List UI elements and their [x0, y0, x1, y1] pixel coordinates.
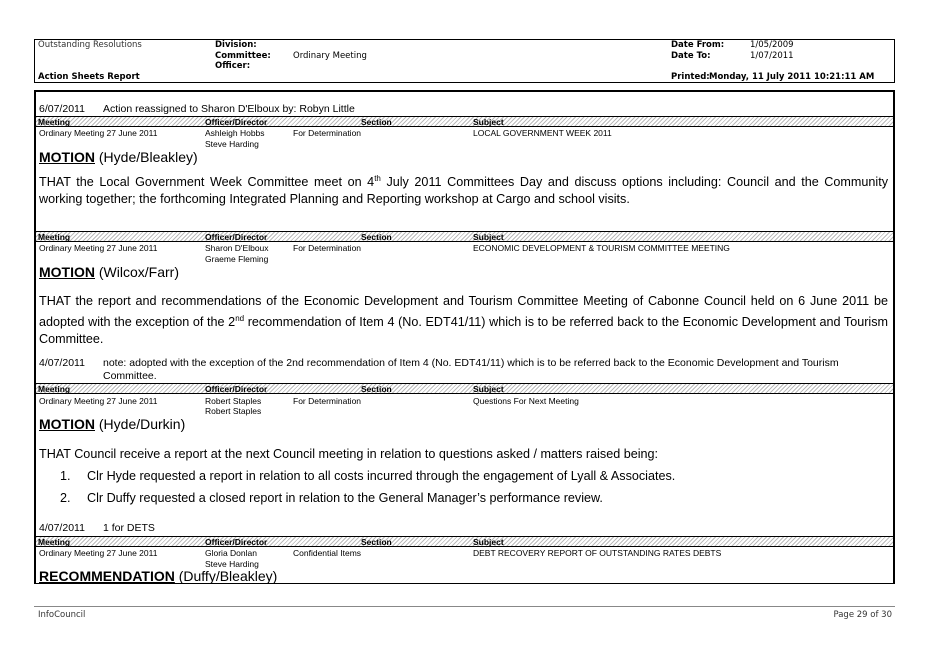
motion-label: MOTION: [39, 149, 95, 165]
date-to-label: Date To:: [671, 51, 711, 61]
item-officer: Gloria Donlan: [205, 548, 257, 558]
item-subject: DEBT RECOVERY REPORT OF OUTSTANDING RATES DEBTS: [473, 548, 722, 558]
motion-movers: (Wilcox/Farr): [98, 264, 179, 280]
motion-text: THAT Council receive a report at the next Council meeting in relation to questions asked / matters raised being:: [39, 447, 659, 461]
officer-label: Officer:: [215, 61, 251, 71]
note-date: 4/07/2011: [39, 522, 85, 534]
note-text-cont: Committee.: [103, 370, 157, 382]
item-officer: Sharon D'Elboux: [205, 243, 269, 253]
col-section-header: Section: [361, 232, 392, 242]
printed-label: Printed:: [671, 72, 710, 82]
note-text: 1 for DETS: [103, 522, 155, 534]
item-subject: ECONOMIC DEVELOPMENT & TOURISM COMMITTEE MEETING: [473, 243, 730, 253]
item-subject: LOCAL GOVERNMENT WEEK 2011: [473, 128, 612, 138]
list-item: 1. Clr Hyde requested a report in relation to all costs incurred through the engagement of Lyall & Associates.: [60, 469, 676, 483]
item-section: For Determination: [293, 128, 362, 138]
recommendation-movers: (Duffy/Bleakley): [178, 568, 278, 584]
date-from-value: 1/05/2009: [750, 40, 794, 50]
item-meeting: Ordinary Meeting 27 June 2011: [39, 396, 158, 406]
col-section-header: Section: [361, 384, 392, 394]
motion-label: MOTION: [39, 416, 95, 432]
motion-heading: [39, 264, 179, 280]
motion-heading: [39, 416, 185, 432]
col-subject-header: Subject: [473, 384, 504, 394]
motion-movers: (Hyde/Durkin): [98, 416, 186, 432]
top-note-date: 6/07/2011: [39, 103, 85, 115]
col-officer-header: Officer/Director: [205, 232, 268, 242]
item-director: Robert Staples: [205, 406, 262, 416]
note-date: 4/07/2011: [39, 357, 85, 369]
item-director: Steve Harding: [205, 559, 259, 569]
item-meeting: Ordinary Meeting 27 June 2011: [39, 128, 158, 138]
motion-text: THAT the report and recommendations of the Economic Development and Tourism Committee Meeting of Cabonne Council held on 6 June 2011 be adopted with the exception of the 2nd recommendation of Item 4 (No. EDT41/11) which is to be referred back to the Economic Development and Tourism Committee.: [39, 294, 888, 347]
motion-label: MOTION: [39, 264, 95, 280]
report-title: Action Sheets Report: [38, 72, 140, 82]
col-subject-header: Subject: [473, 537, 504, 547]
item-officer: Ashleigh Hobbs: [205, 128, 265, 138]
motion-heading: [39, 149, 198, 165]
item-section: For Determination: [293, 243, 362, 253]
col-officer-header: Officer/Director: [205, 384, 268, 394]
committee-value: Ordinary Meeting: [293, 51, 367, 61]
list-item: 2. Clr Duffy requested a closed report in relation to the General Manager’s performance review.: [60, 491, 603, 505]
item-director: Steve Harding: [205, 139, 259, 149]
col-officer-header: Officer/Director: [205, 537, 268, 547]
footer-page-number: Page 29 of 30: [833, 610, 892, 620]
item-meeting: Ordinary Meeting 27 June 2011: [39, 548, 158, 558]
col-meeting-header: Meeting: [38, 117, 71, 127]
col-officer-header: Officer/Director: [205, 117, 268, 127]
recommendation-heading: [39, 568, 277, 584]
date-from-label: Date From:: [671, 40, 725, 50]
item-officer: Robert Staples: [205, 396, 262, 406]
col-meeting-header: Meeting: [38, 384, 71, 394]
note-text: note: adopted with the exception of the 2nd recommendation of Item 4 (No. EDT41/11) which is to be referred back to the Economic Development and Tourism: [103, 357, 839, 369]
printed-value: Monday, 11 July 2011 10:21:11 AM: [709, 72, 875, 82]
col-meeting-header: Meeting: [38, 232, 71, 242]
recommendation-label: RECOMMENDATION: [39, 568, 175, 584]
division-label: Division:: [215, 40, 257, 50]
footer-app-name: InfoCouncil: [38, 610, 86, 620]
committee-label: Committee:: [215, 51, 271, 61]
motion-movers: (Hyde/Bleakley): [98, 149, 198, 165]
item-section: Confidential Items: [293, 548, 362, 558]
header-left-title: Outstanding Resolutions: [38, 40, 142, 50]
motion-text: THAT the Local Government Week Committee meet on 4th July 2011 Committees Day and discuss options including: Council and the Community working together; the forthcoming Integrated Planning and Reporting workshop at Cargo and school visits.: [39, 174, 888, 207]
item-director: Graeme Fleming: [205, 254, 269, 264]
col-subject-header: Subject: [473, 117, 504, 127]
item-subject: Questions For Next Meeting: [473, 396, 579, 406]
item-section: For Determination: [293, 396, 362, 406]
top-note-text: Action reassigned to Sharon D'Elboux by: Robyn Little: [103, 103, 355, 115]
col-section-header: Section: [361, 117, 392, 127]
col-meeting-header: Meeting: [38, 537, 71, 547]
item-meeting: Ordinary Meeting 27 June 2011: [39, 243, 158, 253]
date-to-value: 1/07/2011: [750, 51, 794, 61]
col-subject-header: Subject: [473, 232, 504, 242]
col-section-header: Section: [361, 537, 392, 547]
